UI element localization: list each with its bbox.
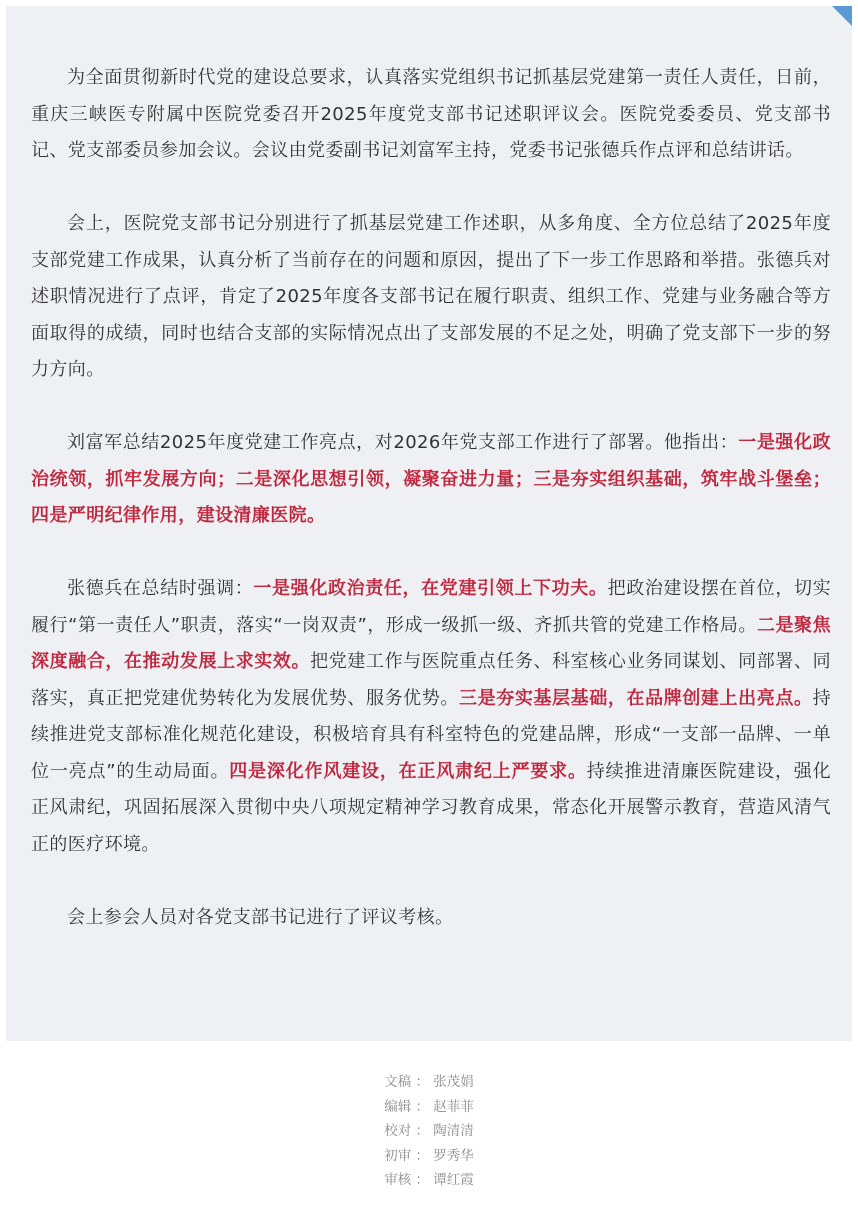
credit-line-writer: 文稿 ： 张茂娟 — [384, 1074, 474, 1090]
credit-line-editor: 编辑 ： 赵菲菲 — [384, 1098, 474, 1115]
credit-role: 编辑 — [384, 1098, 412, 1115]
credits-block — [0, 1070, 858, 1193]
paragraph-2 — [31, 206, 831, 389]
paragraph-3 — [31, 425, 831, 535]
highlighted-point-4: 四是深化作风建设，在正风肃纪上严要求。 — [229, 760, 587, 782]
credit-line-first-review: 初审 ： 罗秀华 — [384, 1147, 474, 1164]
credit-name: 陶清清 — [433, 1123, 474, 1139]
paragraph-segment: 持续推进党支部标准化规范化建设，积极培育具有科室特色的党建品牌，形成“一支部一品牌、一单位一亮点”的生动局面。 — [31, 687, 831, 782]
credit-role: 初审 — [384, 1147, 412, 1164]
paragraph-1 — [31, 60, 831, 170]
paragraph-segment: 会上，医院党支部书记分别进行了抓基层党建工作述职，从多角度、全方位总结了2025年度支部党建工作成果，认真分析了当前存在的问题和原因，提出了下一步工作思路和举措。张德兵对述职情况进行了点评，肯定了2025年度各支部书记在履行职责、组织工作、党建与业务融合等方面取得的成绩，同时也结合支部的实际情况点出了支部发展的不足之处，明确了党支部下一步的努力方向。 — [31, 213, 831, 380]
article-container — [6, 6, 852, 1041]
paragraph-segment: 张德兵在总结时强调： — [67, 578, 254, 599]
credit-role: 审核 — [384, 1172, 412, 1188]
credit-role: 校对 — [384, 1123, 412, 1139]
article-body — [31, 60, 831, 973]
credit-name: 赵菲菲 — [433, 1098, 474, 1115]
paragraph-segment: 为全面贯彻新时代党的建设总要求，认真落实党组织书记抓基层党建第一责任人责任，日前，重庆三峡医专附属中医院党委召开2025年度党支部书记述职评议会。医院党委委员、党支部书记、党支部委员参加会议。会议由党委副书记刘富军主持，党委书记张德兵作点评和总结讲话。 — [31, 67, 831, 161]
credit-line-final-review: 审核 ： 谭红霞 — [384, 1172, 474, 1188]
credit-name: 谭红霞 — [433, 1172, 474, 1188]
credit-role: 文稿 — [384, 1074, 412, 1090]
paragraph-segment: 把政治建设摆在首位，切实履行“第一责任人”职责，落实“一岗双责”，形成一级抓一级、齐抓共管的党建工作格局。 — [31, 578, 831, 636]
credit-name: 张茂娟 — [433, 1074, 474, 1090]
paragraph-segment: 刘富军总结2025年度党建工作亮点，对2026年党支部工作进行了部署。他指出： — [67, 432, 739, 453]
paragraph-5 — [31, 900, 831, 937]
paragraph-segment: 会上参会人员对各党支部书记进行了评议考核。 — [67, 906, 454, 928]
paragraph-4 — [31, 571, 831, 863]
credit-name: 罗秀华 — [433, 1147, 474, 1164]
paragraph-segment: 把党建工作与医院重点任务、科室核心业务同谋划、同部署、同落实，真正把党建优势转化为发展优势、服务优势。 — [31, 651, 831, 709]
highlighted-point-2: 二是聚焦深度融合，在推动发展上求实效。 — [31, 614, 831, 672]
paragraph-segment: 持续推进清廉医院建设，强化正风肃纪，巩固拓展深入贯彻中央八项规定精神学习教育成果，常态化开展警示教育，营造风清气正的医疗环境。 — [31, 760, 831, 855]
credit-line-proofreader: 校对 ： 陶清清 — [384, 1123, 474, 1139]
highlighted-point-3: 三是夯实基层基础，在品牌创建上出亮点。 — [459, 687, 813, 709]
corner-fold-icon — [832, 6, 852, 26]
highlighted-points: 一是强化政治统领，抓牢发展方向；二是深化思想引领，凝聚奋进力量；三是夯实组织基础，筑牢战斗堡垒；四是严明纪律作用，建设清廉医院。 — [31, 432, 831, 526]
highlighted-point-1: 一是强化政治责任，在党建引领上下功夫。 — [253, 578, 608, 599]
